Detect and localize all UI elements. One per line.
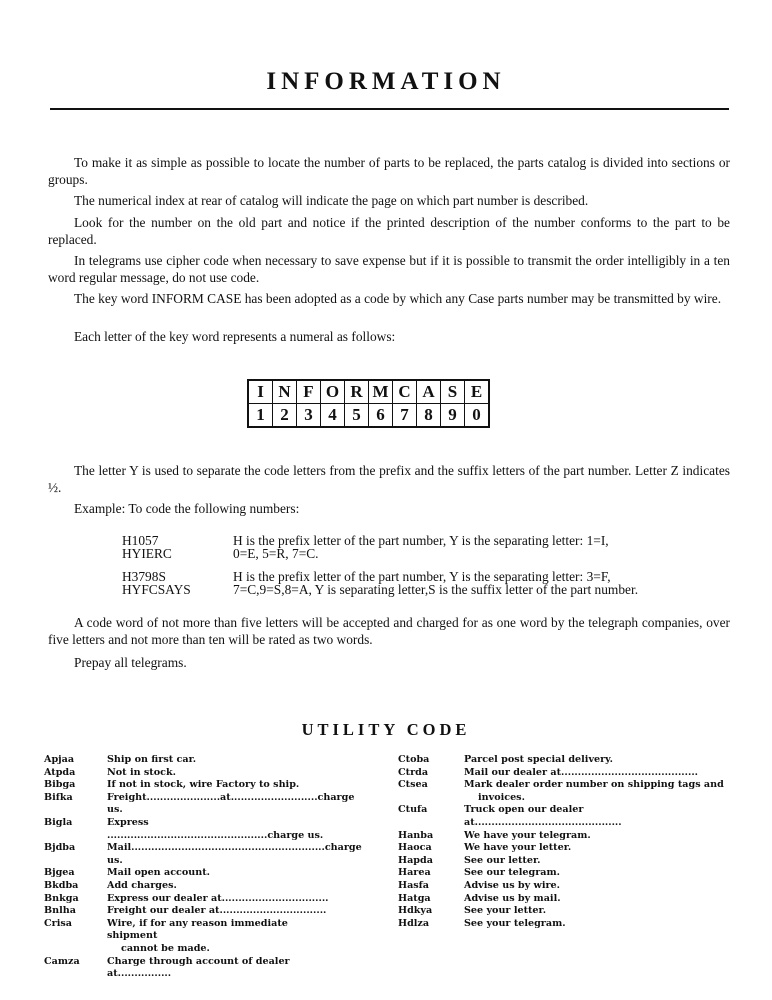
utility-code-word: Hapda bbox=[398, 854, 433, 866]
cipher-numeral: 1 bbox=[248, 404, 273, 428]
paragraph-text: To make it as simple as possible to locate the number of parts to be replaced, the parts catalog is divided into sections or groups. bbox=[48, 155, 730, 187]
example-description: 7=C,9=S,8=A, Y is separating letter,S is the suffix letter of the part number. bbox=[233, 582, 639, 597]
utility-code-meaning bbox=[107, 792, 354, 817]
utility-code-meaning bbox=[464, 754, 728, 767]
cipher-numeral: 2 bbox=[273, 404, 297, 428]
utility-code-row bbox=[398, 804, 728, 829]
utility-code-row bbox=[44, 767, 334, 780]
utility-code-meaning-text: Freight our dealer at................................ bbox=[107, 905, 327, 917]
utility-code-word: Apjaa bbox=[44, 754, 75, 765]
cipher-table bbox=[247, 379, 490, 428]
utility-code-meaning-text: If not in stock, wire Factory to ship. bbox=[107, 779, 300, 791]
example-row bbox=[122, 583, 729, 596]
utility-code-row bbox=[398, 855, 728, 868]
paragraph-text: In telegrams use cipher code when necessary to save expense but if it is possible to transmit the order intelligibly in a ten word regular message, do not use code. bbox=[48, 253, 730, 285]
paragraph-text: A code word of not more than five letters will be accepted and charged for as one word by the telegraph companies, over five letters and not more than ten will be rated as two words. bbox=[48, 615, 730, 647]
utility-code-word: Hdlza bbox=[398, 917, 430, 929]
utility-code-meaning bbox=[464, 779, 728, 804]
utility-code-meaning bbox=[464, 905, 728, 918]
paragraph-text: Example: To code the following numbers: bbox=[74, 501, 300, 516]
utility-code-word: Hasfa bbox=[398, 879, 430, 891]
utility-code-word: Hdkya bbox=[398, 905, 433, 917]
example-part-number: H1057 bbox=[122, 533, 159, 548]
utility-code-meaning-text: Freight......................at..........................charge us. bbox=[107, 791, 355, 816]
utility-code-meaning-text: Express our dealer at................................ bbox=[107, 892, 329, 904]
utility-code-row bbox=[398, 893, 728, 906]
utility-code-meaning-continuation: cannot be made. bbox=[121, 942, 210, 954]
utility-code-meaning bbox=[107, 779, 334, 792]
example-1 bbox=[122, 534, 729, 571]
cipher-letter: S bbox=[441, 380, 465, 404]
utility-code-meaning bbox=[464, 855, 728, 868]
paragraph-old-part bbox=[48, 214, 730, 248]
utility-code-meaning bbox=[107, 842, 362, 867]
utility-code-meaning-text: Wire, if for any reason immediate shipment bbox=[107, 917, 288, 942]
utility-code-word: Hatga bbox=[398, 892, 431, 904]
cipher-letter: F bbox=[297, 380, 321, 404]
page-title: INFORMATION bbox=[266, 68, 506, 95]
utility-code-row bbox=[44, 905, 334, 918]
cipher-numeral: 9 bbox=[441, 404, 465, 428]
utility-code-left-column bbox=[44, 754, 362, 981]
utility-code-meaning bbox=[107, 754, 334, 767]
utility-code-row bbox=[398, 842, 728, 855]
utility-code-meaning-text: Not in stock. bbox=[107, 766, 176, 778]
utility-code-word: Ctufa bbox=[398, 804, 428, 816]
utility-code-word: Ctrda bbox=[398, 766, 429, 778]
paragraph-keyword bbox=[48, 290, 730, 307]
utility-code-row bbox=[44, 880, 334, 893]
utility-code-meaning bbox=[107, 767, 334, 780]
cipher-numeral: 8 bbox=[417, 404, 441, 428]
utility-code-word: Bifka bbox=[44, 791, 73, 803]
example-code-word: HYIERC bbox=[122, 546, 172, 561]
utility-code-meaning bbox=[464, 804, 728, 829]
paragraph-text: Look for the number on the old part and notice if the printed description of the number conforms to the part to be replaced. bbox=[48, 215, 730, 247]
utility-code-word: Hanba bbox=[398, 829, 434, 841]
paragraph-index bbox=[48, 192, 730, 209]
utility-code-row bbox=[44, 754, 334, 767]
utility-code-meaning bbox=[107, 918, 334, 956]
utility-code-meaning-text: Mail our dealer at......................................... bbox=[464, 766, 698, 778]
utility-code-row bbox=[44, 779, 334, 792]
utility-code-row bbox=[44, 842, 362, 867]
utility-code-row bbox=[44, 817, 334, 842]
cipher-numeral: 7 bbox=[393, 404, 417, 428]
example-description: H is the prefix letter of the part number, Y is the separating letter: 3=F, bbox=[233, 569, 611, 584]
utility-code-meaning-text: Mail..........................................................charge us. bbox=[107, 842, 362, 866]
utility-code-word: Bkdba bbox=[44, 879, 79, 891]
utility-code-word: Atpda bbox=[44, 766, 76, 778]
paragraph-each-letter bbox=[48, 328, 730, 345]
utility-code-word: Bigla bbox=[44, 816, 73, 828]
utility-code-row bbox=[398, 918, 728, 931]
example-code-word: HYFCSAYS bbox=[122, 582, 191, 597]
paragraph-prepay bbox=[48, 654, 730, 671]
utility-code-meaning-text: We have your telegram. bbox=[464, 829, 591, 841]
paragraph-text: Each letter of the key word represents a numeral as follows: bbox=[74, 329, 396, 344]
paragraph-text: The letter Y is used to separate the code letters from the prefix and the suffix letters of the part number. Letter Z indicates ½. bbox=[48, 463, 730, 495]
cipher-numerals-row bbox=[248, 404, 489, 428]
utility-code-meaning bbox=[107, 867, 334, 880]
utility-code-word: Crisa bbox=[44, 917, 72, 929]
paragraph-text: The key word INFORM CASE has been adopted as a code by which any Case parts number may be transmitted by wire. bbox=[74, 291, 722, 306]
paragraph-cipher bbox=[48, 252, 730, 286]
utility-code-meaning bbox=[107, 893, 334, 906]
utility-code-meaning bbox=[464, 918, 728, 931]
cipher-letter: I bbox=[248, 380, 273, 404]
utility-code-meaning bbox=[464, 893, 728, 906]
utility-code-word: Harea bbox=[398, 867, 431, 879]
utility-code-row bbox=[398, 905, 728, 918]
paragraph-text: The numerical index at rear of catalog will indicate the page on which part number is described. bbox=[74, 193, 589, 208]
utility-code-meaning bbox=[107, 905, 334, 918]
utility-code-row bbox=[398, 779, 728, 804]
utility-code-meaning-continuation: invoices. bbox=[478, 791, 525, 803]
cipher-numeral: 0 bbox=[465, 404, 490, 428]
utility-code-right-column bbox=[398, 754, 728, 930]
paragraph-sections bbox=[48, 154, 730, 188]
utility-code-meaning bbox=[107, 817, 334, 842]
utility-code-title: UTILITY CODE bbox=[301, 720, 471, 739]
utility-code-meaning-text: See our telegram. bbox=[464, 867, 560, 879]
utility-code-meaning bbox=[464, 880, 728, 893]
utility-code-row bbox=[398, 754, 728, 767]
utility-code-row bbox=[44, 918, 334, 956]
utility-code-word: Ctsea bbox=[398, 779, 428, 791]
utility-code-row bbox=[398, 767, 728, 780]
utility-code-meaning-text: See our letter. bbox=[464, 854, 541, 866]
utility-code-row bbox=[44, 867, 334, 880]
utility-code-meaning bbox=[464, 830, 728, 843]
utility-code-row bbox=[44, 956, 334, 981]
cipher-letter: C bbox=[393, 380, 417, 404]
utility-code-meaning-text: See your letter. bbox=[464, 905, 547, 917]
cipher-numeral: 6 bbox=[369, 404, 393, 428]
utility-code-meaning-text: Mail open account. bbox=[107, 867, 211, 879]
utility-code-row bbox=[44, 893, 334, 906]
utility-code-meaning-text: See your telegram. bbox=[464, 917, 566, 929]
example-part-number: H3798S bbox=[122, 569, 166, 584]
utility-code-row bbox=[44, 791, 355, 817]
example-row bbox=[122, 547, 729, 560]
cipher-letter: O bbox=[321, 380, 345, 404]
cipher-letter: E bbox=[465, 380, 490, 404]
paragraph-example bbox=[48, 500, 730, 517]
utility-code-row bbox=[398, 880, 728, 893]
example-description: H is the prefix letter of the part number, Y is the separating letter: 1=I, bbox=[233, 533, 609, 548]
utility-code-meaning bbox=[107, 880, 334, 893]
utility-code-word: Bibga bbox=[44, 779, 76, 791]
utility-code-meaning bbox=[107, 956, 334, 981]
cipher-letter: R bbox=[345, 380, 369, 404]
utility-code-meaning-text: Express ................................................charge us. bbox=[107, 816, 324, 841]
utility-code-meaning-text: Advise us by wire. bbox=[464, 879, 560, 891]
paragraph-letter-y bbox=[48, 462, 730, 496]
cipher-numeral: 3 bbox=[297, 404, 321, 428]
utility-code-meaning-text: Parcel post special delivery. bbox=[464, 754, 613, 765]
utility-code-word: Haoca bbox=[398, 842, 432, 854]
utility-code-word: Bjgea bbox=[44, 867, 75, 879]
utility-code-meaning-text: We have your letter. bbox=[464, 842, 572, 854]
paragraph-code-word bbox=[48, 614, 730, 648]
example-row bbox=[122, 534, 729, 547]
cipher-letter: M bbox=[369, 380, 393, 404]
paragraph-text: Prepay all telegrams. bbox=[74, 655, 187, 670]
utility-code-row bbox=[398, 830, 728, 843]
utility-code-meaning bbox=[464, 767, 728, 780]
utility-code-word: Bnkga bbox=[44, 892, 79, 904]
utility-code-word: Ctoba bbox=[398, 754, 430, 765]
title-divider bbox=[50, 108, 729, 110]
cipher-letter: A bbox=[417, 380, 441, 404]
utility-code-meaning bbox=[464, 867, 728, 880]
example-2 bbox=[122, 570, 729, 607]
utility-code-meaning-text: Mark dealer order number on shipping tags and bbox=[464, 779, 724, 791]
example-description: 0=E, 5=R, 7=C. bbox=[233, 546, 319, 561]
utility-code-meaning-text: Advise us by mail. bbox=[464, 892, 561, 904]
cipher-letter: N bbox=[273, 380, 297, 404]
utility-code-word: Bnlha bbox=[44, 905, 76, 917]
utility-code-meaning-text: Charge through account of dealer at................ bbox=[107, 955, 290, 980]
utility-code-meaning-text: Ship on first car. bbox=[107, 754, 197, 765]
utility-code-meaning bbox=[464, 842, 728, 855]
cipher-numeral: 5 bbox=[345, 404, 369, 428]
cipher-letters-row bbox=[248, 380, 489, 404]
utility-code-word: Camza bbox=[44, 955, 80, 967]
utility-code-meaning-text: Add charges. bbox=[107, 879, 177, 891]
utility-code-meaning-text: Truck open our dealer at............................................ bbox=[464, 804, 622, 828]
cipher-numeral: 4 bbox=[321, 404, 345, 428]
utility-code-word: Bjdba bbox=[44, 842, 76, 854]
utility-code-row bbox=[398, 867, 728, 880]
